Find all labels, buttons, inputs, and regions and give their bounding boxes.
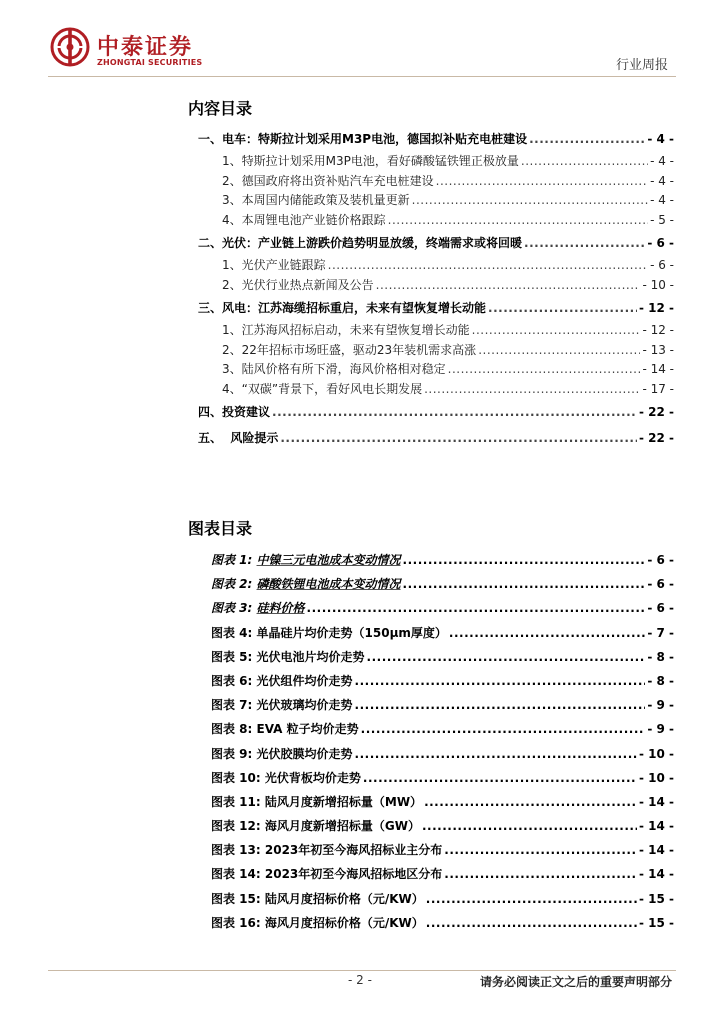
- toc-entry[interactable]: 1、江苏海风招标启动，未来有望恢复增长动能 ..... - 12 -: [198, 321, 674, 341]
- report-type-label: 行业周报: [615, 58, 668, 73]
- toc-entry[interactable]: 二、光伏：产业链上游跌价趋势明显放缓，终端需求或将回暖 ..... - 6 -: [198, 230, 674, 256]
- toc-entry[interactable]: 2、22年招标市场旺盛，驱动23年装机需求高涨 ..... - 13 -: [198, 341, 674, 361]
- toc-entry[interactable]: 1、特斯拉计划采用M3P电池，看好磷酸锰铁锂正极放量 ..... - 4 -: [198, 152, 674, 172]
- header-divider: [48, 76, 676, 77]
- toc-entry[interactable]: 2、光伏行业热点新闻及公告 ..... - 10 -: [198, 276, 674, 296]
- disclaimer-text: 请务必阅读正文之后的重要声明部分: [479, 975, 672, 989]
- toc-entry[interactable]: 4、本周锂电池产业链价格跟踪 ..... - 5 -: [198, 211, 674, 231]
- figure-entry[interactable]: 图表 7: 光伏玻璃均价走势 ..... - 9 -: [211, 693, 674, 717]
- toc-entry[interactable]: 4、“双碳”背景下，看好风电长期发展 ..... - 17 -: [198, 380, 674, 400]
- figure-entry[interactable]: 图表 10: 光伏背板均价走势 ..... - 10 -: [211, 766, 674, 790]
- figure-entry[interactable]: 图表 9: 光伏胶膜均价走势 ..... - 10 -: [211, 742, 674, 766]
- figure-entry[interactable]: 图表 15: 陆风月度招标价格（元/KW） ..... - 15 -: [211, 887, 674, 911]
- figure-entry[interactable]: 图表 11: 陆风月度新增招标量（MW） ..... - 14 -: [211, 790, 674, 814]
- toc-entry[interactable]: 三、风电：江苏海缆招标重启，未来有望恢复增长动能 ..... - 12 -: [198, 295, 674, 321]
- figure-entry[interactable]: 图表 3: 硅料价格 ..... - 6 -: [211, 596, 674, 620]
- figure-entry[interactable]: 图表 12: 海风月度新增招标量（GW） ..... - 14 -: [211, 814, 674, 838]
- figure-entry[interactable]: 图表 5: 光伏电池片均价走势 ..... - 8 -: [211, 645, 674, 669]
- figure-entry[interactable]: 图表 8: EVA 粒子均价走势 ..... - 9 -: [211, 717, 674, 741]
- contents-title: 内容目录: [188, 99, 253, 118]
- page-number: - 2 -: [348, 973, 372, 987]
- toc-entry[interactable]: 3、本周国内储能政策及装机量更新 ..... - 4 -: [198, 191, 674, 211]
- figure-entry[interactable]: 图表 16: 海风月度招标价格（元/KW） ..... - 15 -: [211, 911, 674, 935]
- zhongtai-logo-icon: [50, 27, 90, 67]
- brand-name-cn: 中泰证券: [97, 35, 194, 60]
- toc-entry[interactable]: 一、电车：特斯拉计划采用M3P电池，德国拟补贴充电桩建设 ..... - 4 -: [198, 126, 674, 152]
- footer-divider: [48, 970, 676, 971]
- brand-name-en: ZHONGTAI SECURITIES: [97, 58, 203, 67]
- table-of-contents: [198, 126, 674, 451]
- figure-list: [211, 548, 674, 935]
- figure-entry[interactable]: 图表 13: 2023年初至今海风招标业主分布 ..... - 14 -: [211, 838, 674, 862]
- page-header: [0, 0, 724, 80]
- toc-entry[interactable]: 2、德国政府将出资补贴汽车充电桩建设 ..... - 4 -: [198, 172, 674, 192]
- figure-entry[interactable]: 图表 1: 中镍三元电池成本变动情况 ..... - 6 -: [211, 548, 674, 572]
- toc-entry[interactable]: 四、投资建议 ..... - 22 -: [198, 399, 674, 425]
- figures-title: 图表目录: [188, 519, 253, 538]
- figure-entry[interactable]: 图表 14: 2023年初至今海风招标地区分布 ..... - 14 -: [211, 862, 674, 886]
- figure-entry[interactable]: 图表 6: 光伏组件均价走势 ..... - 8 -: [211, 669, 674, 693]
- figure-entry[interactable]: 图表 2: 磷酸铁锂电池成本变动情况 ..... - 6 -: [211, 572, 674, 596]
- toc-entry[interactable]: 五、 风险提示 ..... - 22 -: [198, 425, 674, 451]
- figure-entry[interactable]: 图表 4: 单晶硅片均价走势（150μm厚度） ..... - 7 -: [211, 621, 674, 645]
- toc-entry[interactable]: 1、光伏产业链跟踪 ..... - 6 -: [198, 256, 674, 276]
- toc-entry[interactable]: 3、陆风价格有所下滑，海风价格相对稳定 ..... - 14 -: [198, 360, 674, 380]
